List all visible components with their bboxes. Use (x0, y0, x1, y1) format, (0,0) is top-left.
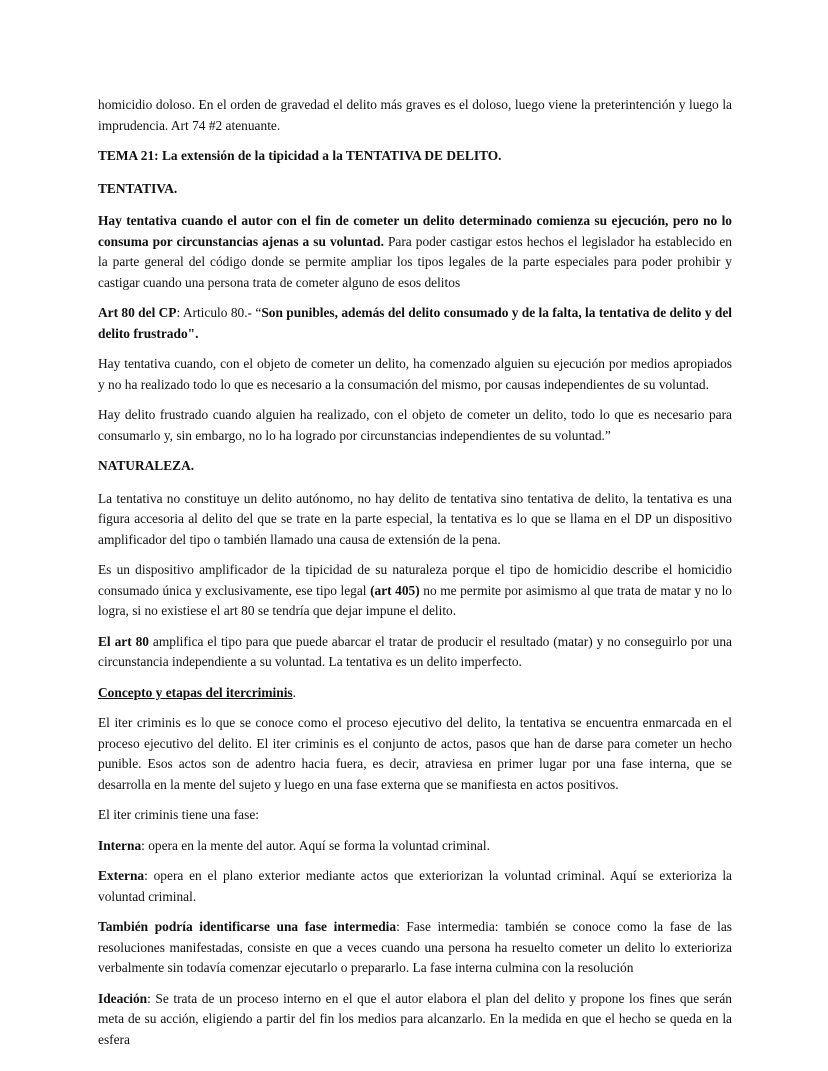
heading-tema-21: TEMA 21: La extensión de la tipicidad a la TENTATIVA DE DELITO. (98, 148, 502, 163)
paragraph-fase: El iter criminis tiene una fase: (98, 807, 260, 822)
art-80-bold: El art 80 (98, 633, 149, 649)
fase-intermedia-text: : Fase intermedia: también se conoce como la fase de las resoluciones manifestadas, consiste en que a veces cuando una persona ha resuelto cometer un delito lo exterioriza verbalmente sin todavía comenzar ejecutarlo o prepararlo. La fase interna culmina con la resolución (98, 919, 732, 975)
paragraph-externa (98, 866, 732, 907)
fase-intermedia-label: También podría identificarse una fase intermedia (98, 919, 397, 934)
paragraph-delito-frustrado: Hay delito frustrado cuando alguien ha realizado, con el objeto de cometer un delito, todo lo que es necesario para consumarlo y, sin embargo, no lo ha logrado por circunstancias independientes de su voluntad.” (98, 407, 732, 443)
tentativa-definition-rest: Para poder castigar estos hechos el legislador ha establecido en la parte general del código donde se permite ampliar los tipos legales de la parte especiales para poder prohibir y castigar cuando una persona trata de cometer alguno de esos delitos (98, 233, 732, 290)
externa-text: : opera en el plano exterior mediante actos que exteriorizan la voluntad criminal. Aquí se exterioriza la voluntad criminal. (98, 868, 732, 904)
paragraph-interna (98, 836, 732, 857)
interna-label: Interna (98, 837, 142, 853)
art-80-intro: : Articulo 80.- “ (176, 305, 262, 320)
paragraph-art-80 (98, 303, 732, 344)
heading-tentativa: TENTATIVA. (98, 180, 178, 196)
paragraph-dispositivo-amplificador (98, 560, 732, 622)
dispositivo-text-b: no me permite por asimismo al que trata de matar y no lo logra, si no existiese el art 80 se tendría que dejar impune el delito. (98, 582, 732, 618)
dispositivo-text-a: Es un dispositivo amplificador de la tipicidad de su naturaleza porque el tipo de homicidio describe el homicidio consumado única y exclusivamente, ese tipo legal (98, 562, 732, 598)
externa-label: Externa (98, 868, 145, 883)
interna-text: : opera en la mente del autor. Aquí se forma la voluntad criminal. (141, 837, 490, 853)
paragraph-iter-criminis: El iter criminis es lo que se conoce como el proceso ejecutivo del delito, la tentativa se encuentra enmarcada en el proceso ejecutivo del delito. El iter criminis es el conjunto de actos, pasos que han de darse para cometer un hecho punible. Esos actos son de adentro hacia fuera, es decir, atraviesa en primer lugar por una fase interna, que se desarrolla en la mente del sujeto y luego en una fase externa que se manifiesta en actos positivos. (98, 715, 732, 792)
paragraph-naturaleza: La tentativa no constituye un delito autónomo, no hay delito de tentativa sino tentativa de delito, la tentativa es una figura accesoria al delito del que se trate en la parte especial, la tentativa es lo que se llama en el DP un dispositivo amplificador del tipo o también llamado una causa de extensión de la pena. (98, 490, 732, 547)
paragraph-hay-tentativa: Hay tentativa cuando, con el objeto de cometer un delito, ha comenzado alguien su ejecución por medios apropiados y no ha realizado todo lo que es necesario a la consumación del mismo, por causas independientes de su voluntad. (98, 356, 732, 392)
art-80-label: Art 80 del CP (98, 305, 177, 320)
concepto-heading-dot: . (292, 684, 296, 700)
paragraph-ideacion (98, 989, 732, 1051)
paragraph-fase-intermedia (98, 917, 732, 979)
ideacion-text: : Se trata de un proceso interno en el que el autor elabora el plan del delito y propone los fines que serán meta de su acción, eligiendo a partir del fin los medios para alcanzarlo. En la medida en que el hecho se queda en la esfera (98, 990, 732, 1047)
art-405-bold: (art 405) (370, 582, 420, 598)
paragraph-art-80-amplifica (98, 632, 732, 673)
tentativa-definition-bold: Hay tentativa cuando el autor con el fin de cometer un delito determinado comienza su ejecución, pero no lo consuma por circunstancias ajenas a su voluntad. (98, 213, 732, 249)
paragraph-intro: homicidio doloso. En el orden de gravedad el delito más graves es el doloso, luego viene la preterintención y luego la imprudencia. Art 74 #2 atenuante. (98, 97, 732, 133)
heading-concepto-itercriminis (98, 683, 732, 704)
concepto-heading-text: Concepto y etapas del itercriminis (98, 684, 293, 700)
document-page (98, 95, 732, 1060)
art-80-quote-bold: Son punibles, además del delito consumado y de la falta, la tentativa de delito y del delito frustrado". (98, 305, 732, 341)
art-80-amplifica-rest: amplifica el tipo para que puede abarcar el tratar de producir el resultado (matar) y no conseguirlo por una circunstancia independiente a su voluntad. La tentativa es un delito imperfecto. (98, 633, 733, 669)
paragraph-tentativa-definition (98, 211, 732, 293)
ideacion-label: Ideación (98, 990, 148, 1006)
heading-naturaleza: NATURALEZA. (98, 458, 195, 473)
